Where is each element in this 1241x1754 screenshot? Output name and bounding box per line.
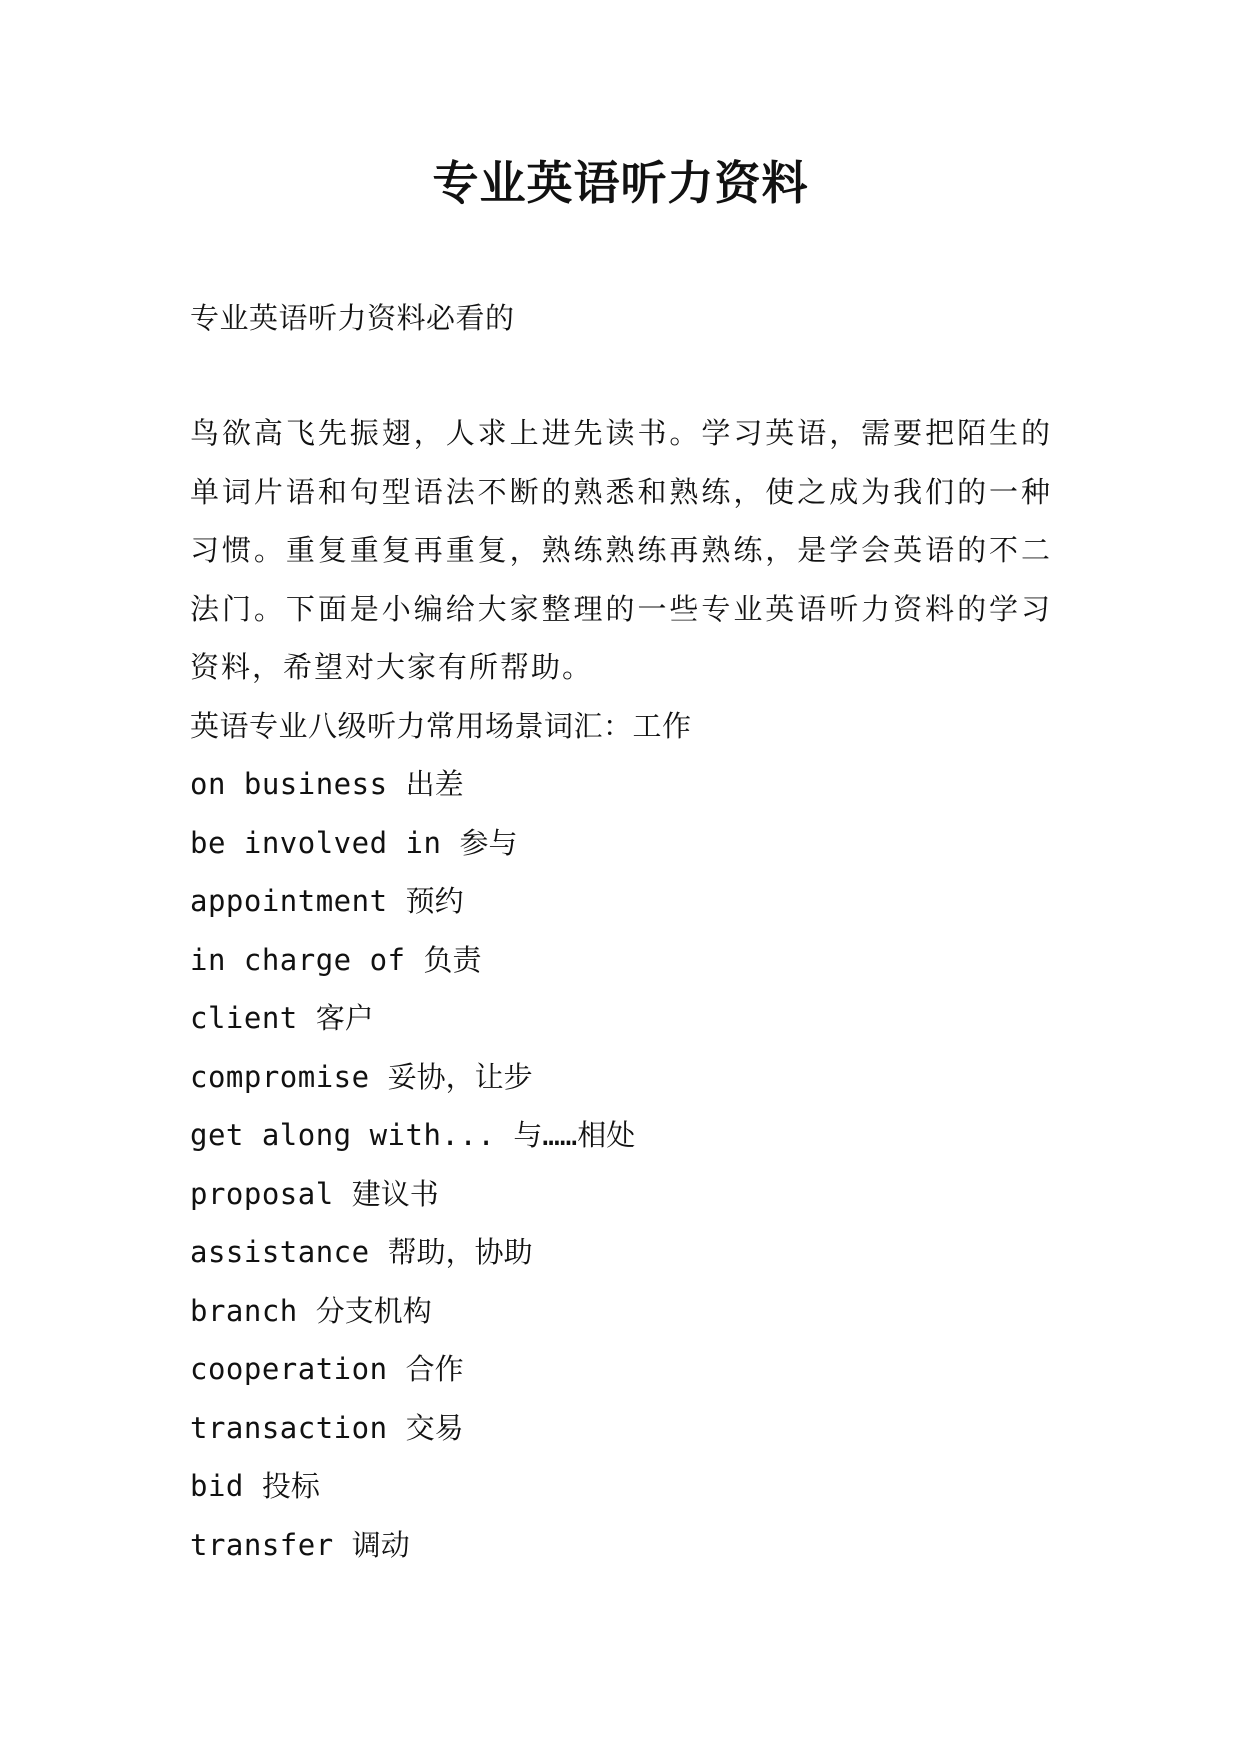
vocab-item [190, 989, 1052, 1048]
intro-paragraph: 鸟欲高飞先振翅，人求上进先读书。学习英语，需要把陌生的单词片语和句型语法不断的熟悉和熟练，使之成为我们的一种习惯。重复重复再重复，熟练熟练再熟练，是学会英语的不二法门。下面是小编给大家整理的一些专业英语听力资料的学习资料，希望对大家有所帮助。 [190, 416, 1052, 684]
vocab-term: in charge of [190, 942, 406, 977]
vocab-term: client [190, 1001, 298, 1035]
vocab-translation: 合作 [405, 1352, 464, 1386]
vocab-translation: 客户 [315, 1001, 374, 1035]
vocab-term: get along with... [190, 1118, 496, 1152]
vocabulary-list [190, 755, 1052, 1574]
vocab-term: be involved in [190, 825, 442, 860]
vocab-term: transfer [190, 1527, 334, 1562]
vocab-item [190, 1048, 1052, 1107]
vocab-term: compromise [190, 1059, 370, 1094]
vocab-translation: 分支机构 [315, 1293, 432, 1328]
vocab-item [190, 755, 1052, 814]
vocab-item [190, 1106, 1052, 1165]
section-heading: 英语专业八级听力常用场景词汇：工作 [190, 708, 692, 743]
vocab-term: transaction [190, 1410, 388, 1445]
vocab-translation: 交易 [405, 1410, 464, 1445]
vocab-translation: 与……相处 [513, 1118, 636, 1152]
vocab-translation: 参与 [459, 825, 518, 860]
vocab-term: cooperation [190, 1352, 388, 1386]
vocab-item [190, 872, 1052, 931]
document-body [190, 404, 1052, 1574]
vocab-item [190, 814, 1052, 873]
vocab-translation: 预约 [405, 884, 464, 918]
vocab-item [190, 1165, 1052, 1224]
vocab-item [190, 1457, 1052, 1516]
vocab-term: proposal [190, 1176, 334, 1211]
page-title: 专业英语听力资料 [432, 156, 809, 210]
vocab-item [190, 1516, 1052, 1575]
vocab-term: assistance [190, 1235, 370, 1269]
document-subtitle [190, 289, 1052, 348]
vocab-item [190, 931, 1052, 990]
vocab-translation: 负责 [423, 942, 482, 977]
vocab-item [190, 1282, 1052, 1341]
vocab-item [190, 1223, 1052, 1282]
vocab-translation: 帮助，协助 [387, 1235, 533, 1269]
vocab-translation: 妥协，让步 [387, 1059, 533, 1094]
vocab-term: appointment [190, 884, 388, 918]
vocab-term: branch [190, 1293, 298, 1328]
vocab-translation: 建议书 [351, 1176, 439, 1211]
vocab-item [190, 1340, 1052, 1399]
vocab-translation: 投标 [261, 1469, 320, 1503]
vocab-item [190, 1399, 1052, 1458]
subtitle-text: 专业英语听力资料必看的 [190, 301, 515, 335]
vocab-translation: 出差 [405, 767, 464, 801]
vocab-term: on business [190, 767, 388, 801]
vocab-term: bid [190, 1469, 244, 1503]
vocab-translation: 调动 [351, 1527, 410, 1562]
